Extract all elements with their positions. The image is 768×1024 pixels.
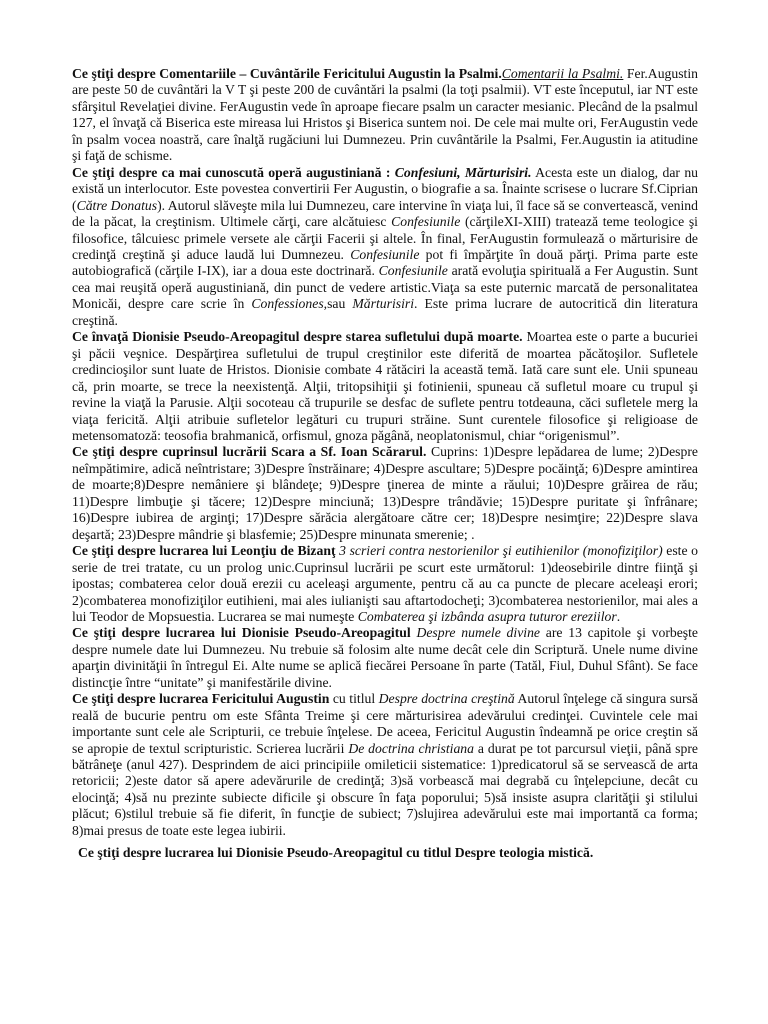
answer-text: cu titlul	[329, 691, 379, 707]
question-heading: Ce ştiţi despre lucrarea lui Leonţiu de Bizanţ	[72, 543, 336, 559]
work-title: Despre numele divine	[410, 625, 540, 641]
question-heading: Ce ştiţi despre Comentariile – Cuvântările Fericitului Augustin la Psalmi.	[72, 66, 502, 81]
answer-text: Cuprins: 1)Despre lepădarea de lume; 2)Despre neîmpătimire, adică neîntristare; 3)Despre înstrăinare; 4)Despre ascultare; 5)Despre pocăinţă; 6)Despre amintirea de moarte;8)Despre nemâniere şi blândeţe; 9)Despre ţinerea de minte a răului; 10)Despre grăirea de rău; 11)Despre limbuţie şi tăcere; 12)Despre minciună; 13)Despre trândăvie; 15)Despre puritate şi înfrânare; 16)Despre iubirea de arginţi; 17)Despre sărăcia alergătoare către cer; 18)Despre nesimţire; 22)Despre slava deşartă; 23)Despre mândrie şi blasfemie; 25)Despre minunata smerenie; .	[72, 444, 698, 542]
answer-text: arată evoluţia spirituală a Fer Augustin. Sunt cea mai reuşită operă augustiniană, din punct de vedere artistic.Viaţa sa este puternic marcată de personalitatea Monicăi, despre care scrie în	[72, 263, 698, 312]
answer-text: pot fi împărţite în două părţi. Prima parte este autobiografică (cărţile I-IX), iar a doua este doctrinară.	[72, 246, 698, 279]
answer-text: ). Autorul slăveşte mila lui Dumnezeu, care intervine în viaţa lui, îl face să se convertească, venind de la păcat, la creştinism. Ultimele cărţi, care alcătuiesc	[72, 197, 698, 230]
answer-text: .	[616, 608, 621, 624]
answer-text: Acesta este un dialog, dar nu există un interlocutor. Este povestea convertirii Fer Augustin, o biografie a sa. Înainte scrisese o lucrare Sf.Ciprian (	[72, 164, 699, 213]
question-heading: Ce ştiţi despre lucrarea lui Dionisie Pseudo-Areopagitul	[72, 625, 411, 641]
section-leontiu	[72, 543, 698, 625]
answer-text: (cărţileXI-XIII) tratează teme teologice şi filosofice, tâlcuiesc primele versete ale cărţii Facerii şi altele. În final, FerAugustin formulează o mărturisire de credinţă creştină şi aduce laudă lui Dumnezeu.	[72, 214, 698, 262]
section-comentarii-psalmi	[72, 66, 698, 165]
question-heading-title: Confesiuni, Mărturisiri.	[394, 164, 532, 180]
work-title: Confessiones	[251, 296, 324, 312]
question-heading: Ce ştiţi despre cuprinsul lucrării Scara a Sf. Ioan Scărarul.	[72, 444, 427, 460]
section-teologia-mistica	[72, 845, 698, 861]
question-heading: Ce învaţă Dionisie Pseudo-Areopagitul despre starea sufletului după moarte.	[72, 329, 523, 345]
section-confesiuni	[72, 165, 698, 330]
answer-text: este o serie de trei tratate, cu un prolog unic.Cuprinsul lucrării pe scurt este următorul: 1)deosebirile dintre fiinţă şi ipostas; combaterea celor două erezii cu aceleaşi argumente, pentru că au ca puncte de plecare aceleaşi erori; 2)combaterea monofiziţilor eutihieni, mai ales iulianişti sau aftartodocheţi; 3)combaterea nestorienilor, mai ales a lui Teodor de Mopsuestia. Lucrarea se mai numeşte	[72, 543, 698, 624]
work-title: Confesiunile	[391, 214, 461, 230]
work-title: Confesiunile	[350, 246, 420, 262]
section-numele-divine	[72, 625, 698, 691]
answer-text: ,sau	[323, 296, 353, 312]
title-link: Comentarii la Psalmi.	[501, 66, 624, 81]
answer-text: are 13 capitole şi vorbeşte despre numele date lui Dumnezeu. Nu trebuie să folosim alte nume decât cele din Scriptură. Unele nume divine aparţin divinităţii în întregul Ei. Alte nume se aplică fiecărei Persoane în parte (Tatăl, Fiul, Duhul Sfânt). Se face distincţie între “unitate” şi manifestările divine.	[72, 625, 699, 690]
section-starea-sufletului	[72, 329, 698, 444]
answer-text: Moartea este o parte a bucuriei şi păcii veşnice. Despărţirea sufletului de trupul creştinilor este diferită de moartea păcătoşilor. Sufletele credincioşilor sunt luate de Hristos. Dionisie combate 4 rătăciri la această temă. Iată care sunt ele. Unii spuneau că, prin moarte, se trece la neexistenţă. Alţii, tritopsihiţii şi fotinienii, spuneau că sufletul moare cu trupul şi revine la viaţă la Parusie. Alţii socoteau că trupurile se desfac de suflete pentru totdeauna, căci sufletele merg la viaţa fericită. Alţii atribuie sufletelor legături cu trupuri străine. Sunt curentele filosofice şi religioase de metensomatoză: teosofia brahmanică, orfismul, gnoza păgână, neoplatonismul, chiar “origenismul”.	[72, 329, 698, 443]
section-doctrina-crestina	[72, 691, 698, 839]
section-scara	[72, 444, 698, 543]
document-page	[72, 66, 698, 862]
question-heading: Ce ştiţi despre ca mai cunoscută operă augustiniană :	[72, 164, 395, 180]
answer-text: Autorul înţelege că singura sursă reală de bucurie pentru om este Sfânta Treime şi cere mărturisirea adevărului credinţei. Cuvintele cele mai importante sunt cele ale Scripturii, ce trebuie înţelese. De aceea, Fericitul Augustin îndeamnă pe orice creştin să se apropie de textul scripturistic. Scrierea lucrării	[72, 691, 698, 756]
question-heading: Ce ştiţi despre lucrarea lui Dionisie Pseudo-Areopagitul cu titlul Despre teologia mistică.	[78, 845, 594, 861]
answer-text: a durat pe tot parcursul vieţii, până spre bătrâneţe (anul 427). Desprindem de aici principiile omileticii sistematice: 1)predicatorul să se servească de arta retoricii; 2)este dator să apere adevărurile de credinţă; 3)să vorbească mai degrabă cu înţelepciune, decât cu elocinţă; 4)să nu prezinte subiecte dificile şi obscure în faţa poporului; 5)să insiste asupra clarităţii şi stilului plăcut; 6)stilul trebuie să fie diferit, în funcţie de subiect; 7)slujirea adevărului este mai importantă ca forma; 8)mai presus de toate este legea iubirii.	[72, 740, 698, 838]
work-title: De doctrina christiana	[348, 740, 474, 756]
answer-text: . Este prima lucrare de autocritică din literatura creştină.	[72, 296, 699, 328]
work-title: Confesiunile	[378, 263, 448, 279]
answer-text: Fer.Augustin are peste 50 de cuvântări la V T şi peste 200 de cuvântări la psalmi (la toţi psalmii). VT este începutul, iar NT este sfârşitul Revelaţiei divine. FerAugustin vede în aproape fiecare psalm un caracter mesianic. Plecând de la psalmul 127, el învaţă că Biserica este mireasa lui Hristos şi Biserica suntem noi. De cele mai multe ori, FerAugustin vede în psalm vocea noastră, care înalţă rugăciuni lui Dumnezeu. Prin cuvântările la Psalmi, Fer.Augustin ia atitudine şi faţă de schisme.	[72, 66, 698, 164]
work-title: Despre doctrina creştină	[378, 691, 515, 707]
work-title: Către Donatus	[76, 197, 158, 213]
question-heading: Ce ştiţi despre lucrarea Fericitului Augustin	[72, 691, 330, 707]
work-title: 3 scrieri contra nestorienilor şi eutihienilor (monofiziţilor)	[335, 543, 663, 559]
work-title: Mărturisiri	[352, 296, 415, 312]
work-title: Combaterea şi izbânda asupra tuturor ereziilor	[357, 608, 617, 624]
